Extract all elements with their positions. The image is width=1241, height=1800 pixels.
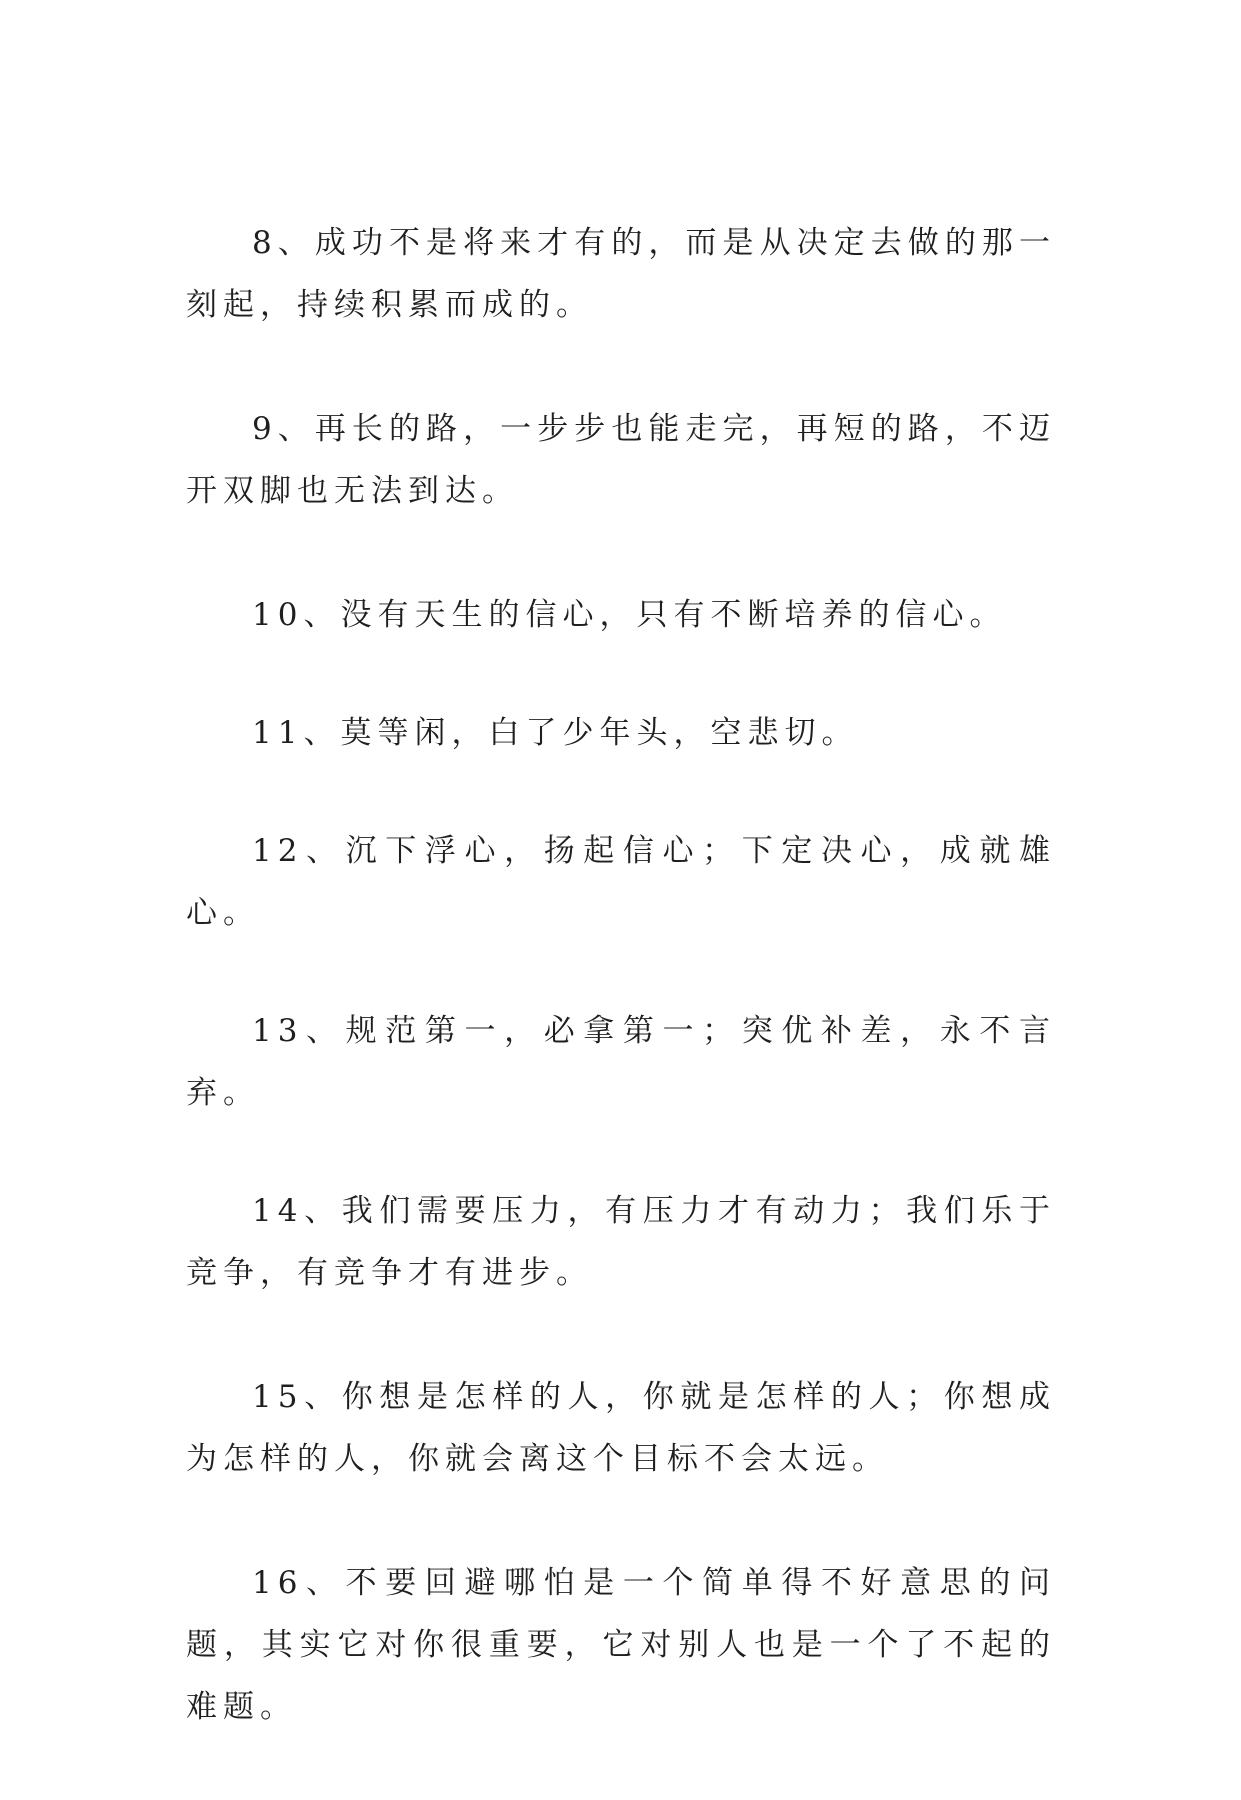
- quote-paragraph-9: 9、再长的路，一步步也能走完，再短的路，不迈开双脚也无法到达。: [186, 411, 1056, 509]
- quote-paragraph-13: 13、规范第一，必拿第一；突优补差，永不言弃。: [186, 1013, 1056, 1111]
- quote-paragraph-11: 11、莫等闲，白了少年头，空悲切。: [252, 715, 859, 751]
- quote-paragraph-10: 10、没有天生的信心，只有不断培养的信心。: [252, 597, 1007, 633]
- quote-paragraph-8: 8、成功不是将来才有的，而是从决定去做的那一刻起，持续积累而成的。: [186, 225, 1056, 323]
- quote-paragraph-12: 12、沉下浮心，扬起信心；下定决心，成就雄心。: [186, 833, 1056, 931]
- quote-list: [186, 212, 1056, 1800]
- quote-paragraph-16: 16、不要回避哪怕是一个简单得不好意思的问题，其实它对你很重要，它对别人也是一个了不起的难题。: [186, 1565, 1056, 1725]
- quote-paragraph-15: 15、你想是怎样的人，你就是怎样的人；你想成为怎样的人，你就会离这个目标不会太远。: [186, 1379, 1056, 1477]
- quote-paragraph-14: 14、我们需要压力，有压力才有动力；我们乐于竞争，有竞争才有进步。: [186, 1193, 1056, 1291]
